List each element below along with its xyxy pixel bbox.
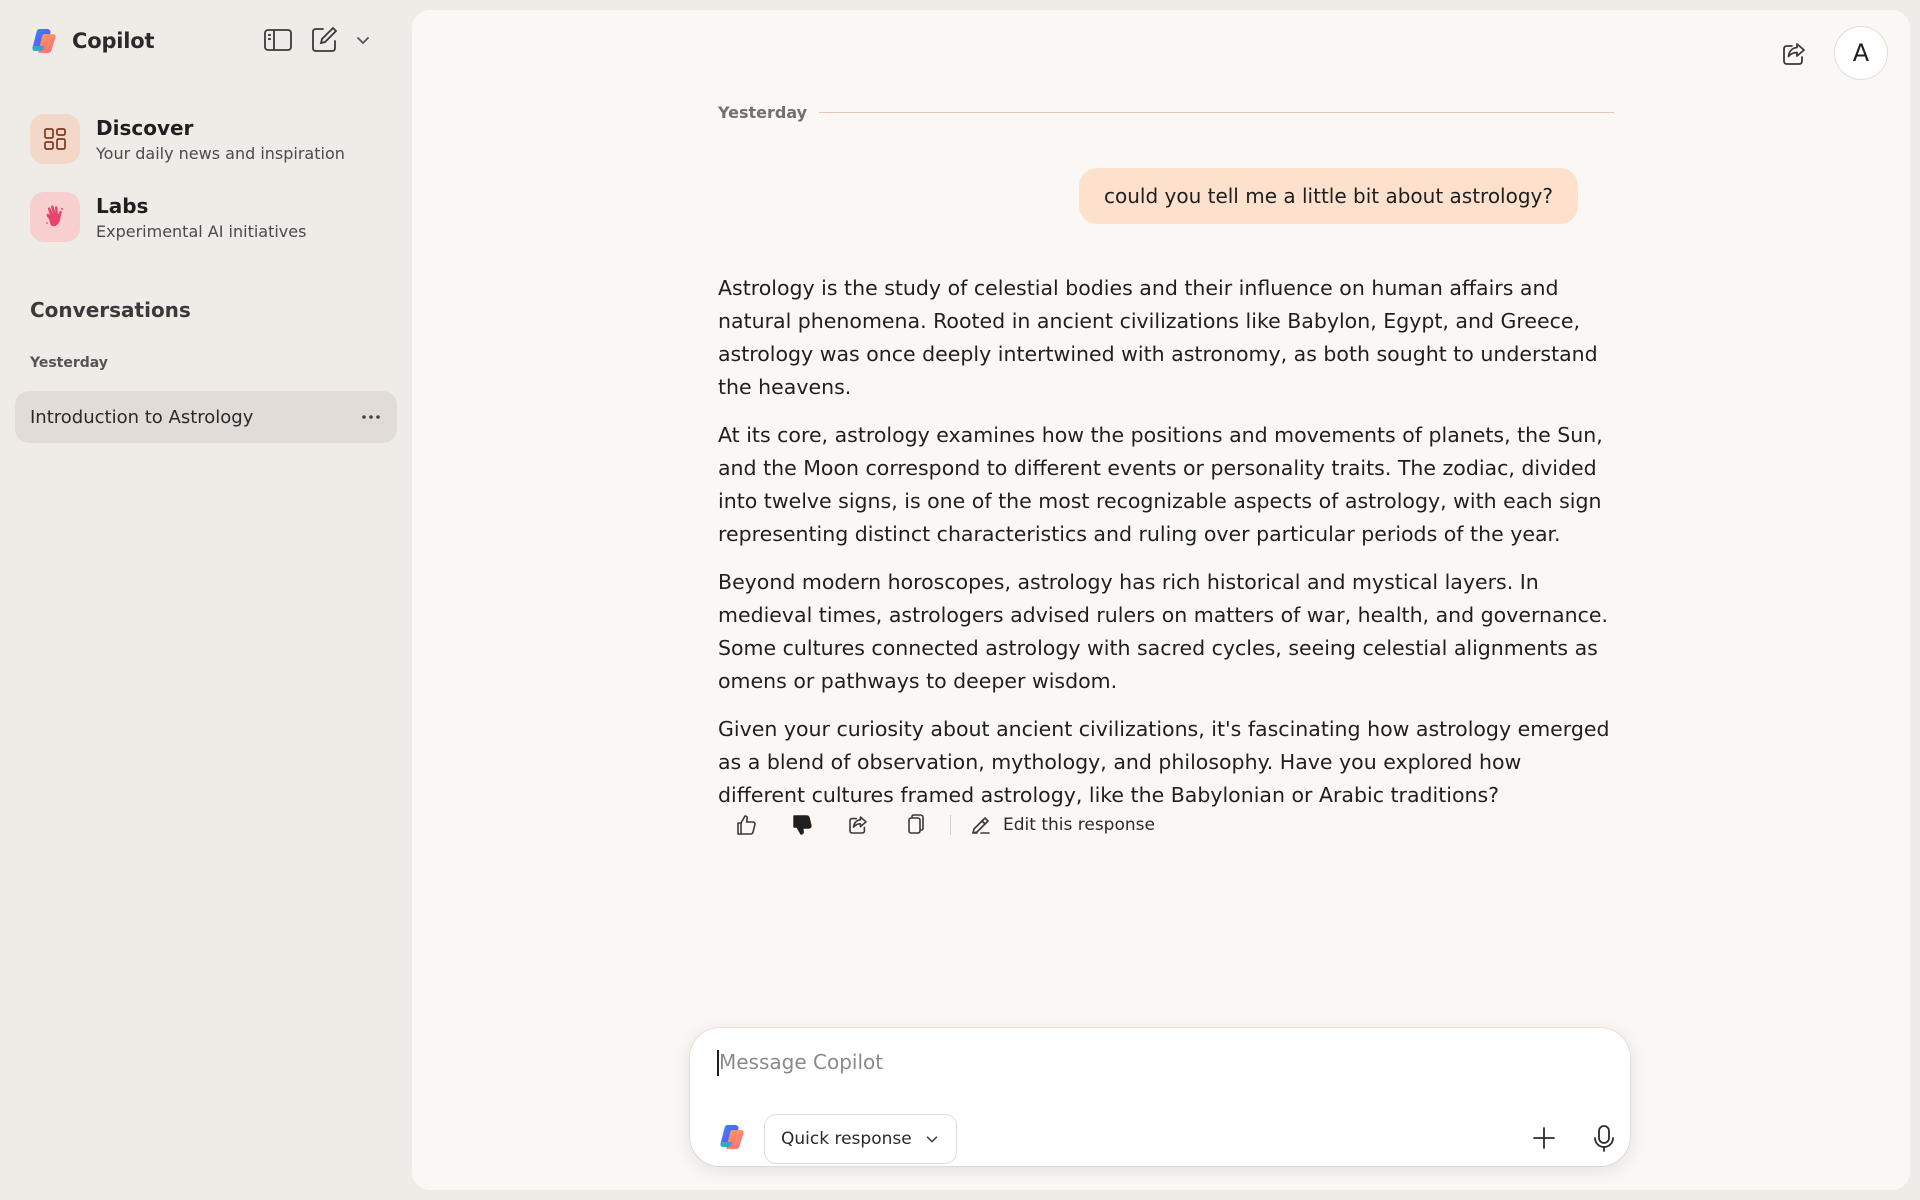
share-icon <box>846 813 870 837</box>
response-mode-label: Quick response <box>781 1129 912 1149</box>
brand[interactable] <box>30 26 154 56</box>
sidebar-toolbar <box>262 24 372 56</box>
voice-input-button[interactable] <box>1582 1116 1626 1160</box>
chevron-down-icon <box>924 1131 940 1147</box>
nav-labs-title: Labs <box>96 193 149 218</box>
assistant-response <box>718 272 1613 827</box>
copilot-logo-icon <box>718 1122 748 1152</box>
thumbs-up-button[interactable] <box>718 803 774 847</box>
edit-pen-icon <box>969 813 993 837</box>
actions-divider <box>950 815 951 835</box>
conversation-item-label: Introduction to Astrology <box>30 406 254 428</box>
discover-grid-icon <box>30 114 80 164</box>
share-response-button[interactable] <box>830 803 886 847</box>
new-chat-button[interactable] <box>308 24 340 56</box>
user-message: could you tell me a little bit about astrology? <box>1079 168 1578 224</box>
date-separator-line <box>819 112 1614 113</box>
response-actions <box>718 803 1155 847</box>
response-paragraph: Beyond modern horoscopes, astrology has rich historical and mystical layers. In medieval times, astrologers advised rulers on matters of war, health, and governance. Some cultures connected astrology with sacred cycles, seeing celestial alignments as omens or pathways to deeper wisdom. <box>718 570 1608 693</box>
sidebar-panel-icon <box>262 24 294 56</box>
compose-icon <box>308 24 340 56</box>
plus-icon <box>1531 1125 1557 1151</box>
chat-main <box>412 10 1910 1190</box>
conversation-item[interactable] <box>15 391 397 443</box>
user-avatar-button[interactable]: A <box>1834 26 1888 80</box>
add-attachment-button[interactable] <box>1522 1116 1566 1160</box>
toggle-sidebar-button[interactable] <box>262 24 294 56</box>
brand-name: Copilot <box>72 29 155 53</box>
sidebar <box>0 0 412 1200</box>
new-chat-dropdown-button[interactable] <box>354 31 372 49</box>
response-paragraph: Given your curiosity about ancient civilizations, it's fascinating how astrology emerged as a blend of observation, mythology, and philosophy. Have you explored how different cultures framed astrology, like the Babylonian or Arabic traditions? <box>718 717 1610 807</box>
labs-hand-icon <box>30 192 80 242</box>
conversations-heading: Conversations <box>30 298 191 322</box>
conversation-more-button[interactable] <box>351 397 391 437</box>
date-separator-label: Yesterday <box>718 103 808 122</box>
response-mode-select[interactable] <box>764 1114 957 1164</box>
nav-labs[interactable] <box>30 192 306 242</box>
share-icon <box>1779 39 1809 69</box>
nav-labs-subtitle: Experimental AI initiatives <box>96 221 307 241</box>
thumbs-down-button[interactable] <box>774 803 830 847</box>
copy-icon <box>903 813 925 837</box>
response-paragraph: Astrology is the study of celestial bodies and their influence on human affairs and natural phenomena. Rooted in ancient civilizations like Babylon, Egypt, and Greece, astrology was once deeply intertwined with astronomy, as both sought to understand the heavens. <box>718 276 1598 399</box>
chevron-down-icon <box>354 31 372 49</box>
microphone-icon <box>1591 1123 1617 1153</box>
nav-discover-title: Discover <box>96 115 194 140</box>
nav-discover[interactable] <box>30 114 345 164</box>
copilot-logo-icon <box>30 26 60 56</box>
conversation-group-label: Yesterday <box>30 355 108 371</box>
copy-response-button[interactable] <box>886 803 942 847</box>
message-composer <box>690 1028 1630 1166</box>
share-conversation-button[interactable] <box>1772 32 1816 76</box>
edit-response-label: Edit this response <box>1003 815 1155 835</box>
thumbs-up-icon <box>734 813 758 837</box>
more-horizontal-icon <box>360 413 382 421</box>
response-paragraph: At its core, astrology examines how the positions and movements of planets, the Sun, and the Moon correspond to different events or personality traits. The zodiac, divided into twelve signs, is one of the most recognizable aspects of astrology, with each sign representing distinct characteristics and ruling over particular periods of the year. <box>718 423 1603 546</box>
text-caret <box>717 1050 719 1076</box>
edit-response-button[interactable] <box>965 813 1155 837</box>
date-separator <box>718 103 1614 122</box>
nav-discover-subtitle: Your daily news and inspiration <box>96 143 345 163</box>
message-input[interactable] <box>717 1044 1581 1080</box>
thumbs-down-icon <box>790 813 814 837</box>
